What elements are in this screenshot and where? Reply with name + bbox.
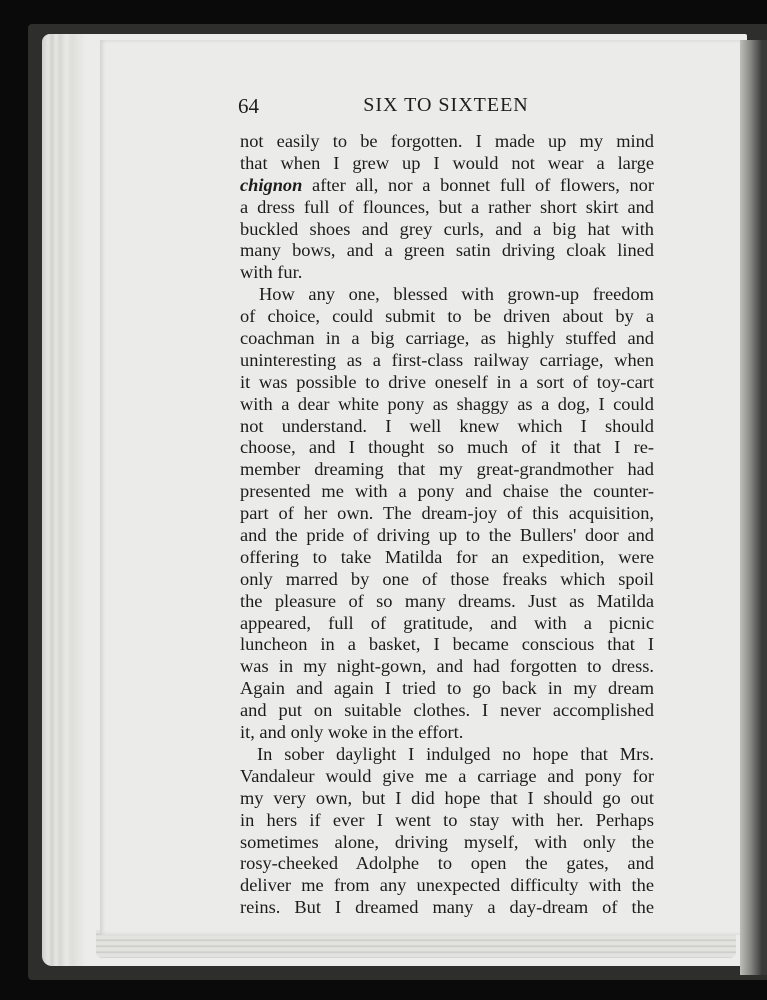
text-line: my very own, but I did hope that I should go out (240, 787, 654, 808)
text-line: offering to take Matilda for an expedition, were (240, 546, 654, 567)
text-line: presented me with a pony and chaise the counter- (240, 481, 654, 502)
page-number: 64 (238, 94, 259, 118)
text-line: a dress full of flounces, but a rather short skirt and (240, 196, 654, 217)
text-line: and the pride of driving up to the Bullers' door and (240, 525, 654, 546)
text-line: deliver me from any unexpected difficulty with the (240, 875, 654, 896)
running-title: SIX TO SIXTEEN (363, 94, 529, 116)
text-line: in hers if ever I went to stay with her. Perhaps (240, 809, 654, 830)
text-line: sometimes alone, driving myself, with only the (240, 831, 654, 852)
text-line: How any one, blessed with grown-up freedom (259, 284, 654, 305)
right-page-gutter (740, 40, 767, 975)
text-line: with a dear white pony as shaggy as a dog, I could (240, 393, 654, 414)
text-line: Vandaleur would give me a carriage and pony for (240, 765, 654, 786)
text-line: uninteresting as a first-class railway carriage, when (240, 349, 654, 370)
text-line: Again and again I tried to go back in my dream (240, 678, 654, 699)
text-line: of choice, could submit to be driven about by a (240, 306, 654, 327)
text-line: the pleasure of so many dreams. Just as Matilda (240, 590, 654, 611)
text-line: not understand. I well knew which I should (240, 415, 654, 436)
text-segment: after all, nor a bonnet full of flowers, nor (302, 174, 654, 195)
body-text (240, 131, 654, 919)
text-line: and put on suitable clothes. I never accomplished (240, 700, 654, 721)
text-line: it, and only woke in the effort. (240, 722, 464, 743)
text-line: it was possible to drive oneself in a sort of toy-cart (240, 371, 654, 392)
text-line: appeared, full of gratitude, and with a picnic (240, 612, 654, 633)
text-line: choose, and I thought so much of it that I re- (240, 437, 654, 458)
text-line: with fur. (240, 262, 303, 283)
text-line (240, 175, 654, 197)
text-line: reins. But I dreamed many a day-dream of the (240, 897, 654, 918)
text-line: luncheon in a basket, I became conscious that I (240, 634, 654, 655)
page-header (238, 94, 654, 124)
text-line: buckled shoes and grey curls, and a big hat with (240, 218, 654, 239)
text-line: In sober daylight I indulged no hope that Mrs. (257, 743, 654, 764)
text-line: many bows, and a green satin driving cloak lined (240, 240, 654, 261)
text-line: that when I grew up I would not wear a large (240, 152, 654, 173)
italic-word: chignon (240, 174, 303, 195)
text-line: not easily to be forgotten. I made up my mind (240, 131, 654, 151)
text-line: coachman in a big carriage, as highly stuffed and (240, 328, 654, 349)
text-line: was in my night-gown, and had forgotten to dress. (240, 656, 654, 677)
text-line: only marred by one of those freaks which spoil (240, 568, 654, 589)
text-line: part of her own. The dream-joy of this acquisition, (240, 503, 654, 524)
text-line: member dreaming that my great-grandmother had (240, 459, 654, 480)
text-line: rosy-cheeked Adolphe to open the gates, and (240, 853, 654, 874)
